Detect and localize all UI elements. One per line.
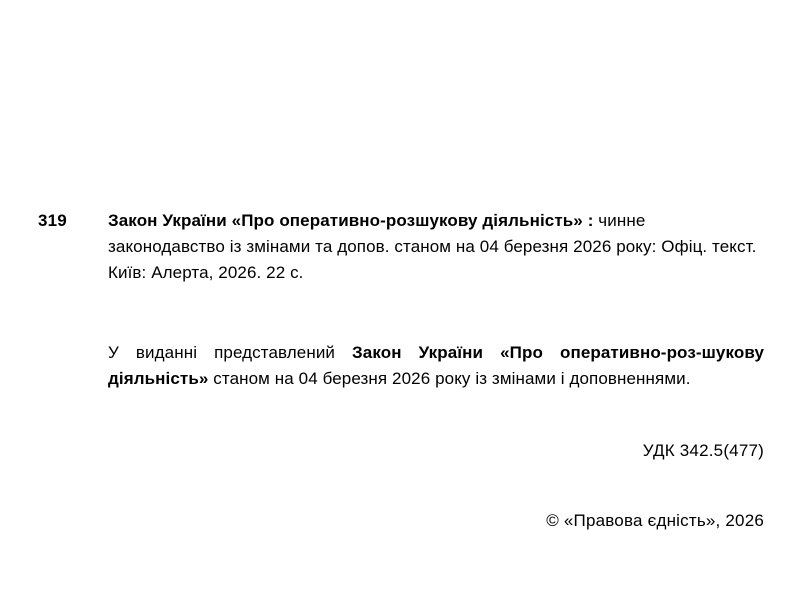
entry-title-suffix: : [582,211,594,230]
entry-description: чинне законодавство із змінами та допов. станом на 04 березня 2026 року: Офіц. текст. Київ: Алерта, 2026. 22 с. [108,211,757,282]
annotation-law-title: Закон України «Про оперативно-роз-шукову діяльність» [108,343,764,388]
udc-code: УДК 342.5(477) [642,441,764,460]
copyright-notice: © «Правова єдність», 2026 [546,511,764,530]
entry-title: Закон України «Про оперативно-розшукову діяльність» [108,211,583,230]
catalog-entry-row [38,208,764,286]
entry-body [108,208,764,286]
entry-number: 319 [38,211,67,230]
annotation-text-part-2: станом на 04 березня 2026 року із змінами і доповненнями. [208,369,691,388]
catalog-entry [38,208,764,286]
annotation-paragraph [108,340,764,392]
annotation-text-part-1: У виданні представлений [108,343,353,362]
